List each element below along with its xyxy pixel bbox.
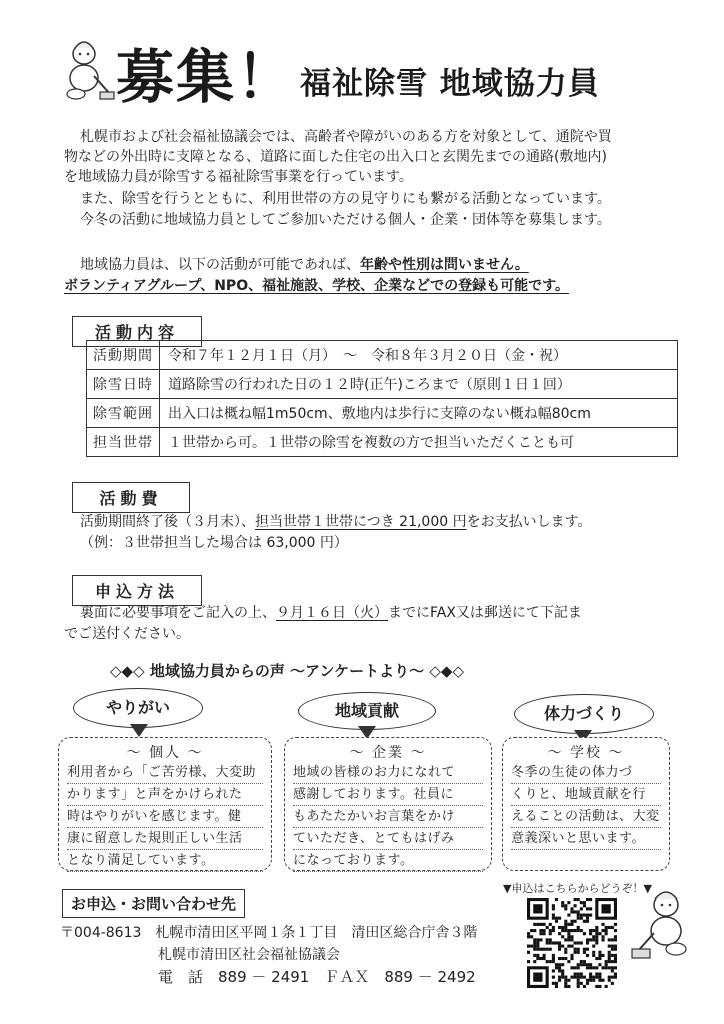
voice-line: 冬季の生徒の体力づ — [511, 762, 661, 784]
page-title: 募集！ — [116, 43, 297, 111]
voice-card — [502, 737, 670, 871]
voice-head: ～ 学校 ～ — [547, 745, 625, 761]
apply-line-2: でご送付ください。 — [64, 626, 190, 642]
voice-line: もあたたかいお言葉をかけ — [293, 806, 483, 828]
voice-line: 意義深いと思います。 — [511, 828, 661, 850]
contact-org: 札幌市清田区社会福祉協議会 — [158, 947, 340, 963]
intro-line-6-underline: 年齢や性別は問いません。 — [360, 257, 529, 273]
fee-text: 活動期間終了後（３月末）、 — [80, 514, 255, 530]
voice-bubble: やりがい — [73, 688, 203, 728]
bubble-tail — [130, 724, 148, 737]
voice-line: 利用者から「ご苦労様、大変助 — [67, 762, 263, 784]
voice-card — [284, 737, 492, 871]
intro-line-6 — [80, 256, 529, 275]
voice-head: ～ 個人 ～ — [126, 745, 204, 761]
apply-line-1 — [80, 604, 582, 623]
fee-line-1 — [80, 513, 592, 532]
voice-line: くりと、地域貢献を行 — [511, 784, 661, 806]
voice-line: 時はやりがいを感じます。健 — [67, 806, 263, 828]
intro-line-7: ボランティアグループ、NPO、福祉施設、学校、企業などでの登録も可能です。 — [64, 278, 569, 294]
voice-bubble: 地域貢献 — [298, 692, 436, 730]
fee-amount: 担当世帯１世帯につき 21,000 円 — [255, 514, 467, 530]
intro-line-6-plain: 地域協力員は、以下の活動が可能であれば、 — [80, 257, 360, 273]
voice-bubble: 体力づくり — [514, 694, 654, 734]
qr-code[interactable] — [527, 898, 617, 988]
intro-line-2: 物などの外出時に支障となる、道路に面した住宅の出入口と玄関先までの通路(敷地内) — [64, 149, 607, 165]
table-row — [87, 399, 678, 428]
activity-key: 除雪範囲 — [87, 399, 160, 428]
voice-line: 感謝しております。社員に — [293, 784, 483, 806]
voice-line: えることの活動は、大変 — [511, 806, 661, 828]
table-row — [87, 370, 678, 399]
voice-head: ～ 企業 ～ — [349, 745, 427, 761]
intro-line-4: また、除雪を行うとともに、利用世帯の方の見守りにも繋がる活動となっています。 — [80, 191, 611, 207]
activity-key: 担当世帯 — [87, 428, 160, 457]
contact-address: 〒004-8613 札幌市清田区平岡１条１丁目 清田区総合庁舎３階 — [60, 925, 478, 941]
apply-label: 申込方法 — [72, 575, 202, 606]
snowman-mascot-icon — [630, 885, 696, 965]
page-subtitle: 福祉除雪 地域協力員 — [300, 66, 600, 102]
voice-line: ていただき、とてもはげみ — [293, 828, 483, 850]
contact-label: お申込・お問い合わせ先 — [62, 889, 245, 918]
activity-key: 除雪日時 — [87, 370, 160, 399]
contact-phone: 電 話 889 － 2491 ＦＡＸ 889 － 2492 — [158, 968, 476, 986]
apply-deadline: ９月１６日（火） — [276, 605, 388, 621]
activity-label: 活動内容 — [72, 316, 202, 347]
fee-label: 活動費 — [72, 482, 190, 513]
snowman-mascot-icon — [54, 36, 116, 104]
apply-text: までにFAX又は郵送にて下記ま — [388, 605, 582, 621]
voice-card — [58, 737, 272, 871]
voice-line: 康に留意した規則正しい生活 — [67, 828, 263, 850]
activity-value: 道路除雪の行われた日の１２時(正午)ころまで（原則１日１回） — [160, 370, 678, 399]
voice-line: になっております。 — [293, 850, 483, 872]
voice-line: 地域の皆様のお力になれて — [293, 762, 483, 784]
table-row — [87, 428, 678, 457]
voice-line: となり満足しています。 — [67, 850, 263, 872]
intro-line-1: 札幌市および社会福祉協議会では、高齢者や障がいのある方を対象として、通院や買 — [80, 129, 612, 145]
activity-value: 令和７年１２月１日（月） ～ 令和８年３月２０日（金・祝） — [160, 341, 678, 370]
voices-heading: ◇◆◇ 地域協力員からの声 ～アンケートより～ ◇◆◇ — [110, 662, 464, 680]
apply-text: 裏面に必要事項をご記入の上、 — [80, 605, 276, 621]
activity-key: 活動期間 — [87, 341, 160, 370]
activity-value: １世帯から可。１世帯の除雪を複数の方で担当いただくことも可 — [160, 428, 678, 457]
intro-line-3: を地域協力員が除雪する福祉除雪事業を行っています。 — [64, 169, 413, 185]
activity-table — [86, 340, 678, 457]
intro-line-5: 今冬の活動に地域協力員としてご参加いただける個人・企業・団体等を募集します。 — [80, 212, 611, 228]
activity-value: 出入口は概ね幅1m50cm、敷地内は歩行に支障のない概ね幅80cm — [160, 399, 678, 428]
table-row — [87, 341, 678, 370]
fee-text: をお支払いします。 — [466, 514, 592, 530]
voice-line: かります」と声をかけられた — [67, 784, 263, 806]
qr-note: ▼申込はこちらからどうぞ！▼ — [503, 882, 652, 895]
fee-line-2: （例：３世帯担当した場合は 63,000 円） — [80, 535, 348, 551]
